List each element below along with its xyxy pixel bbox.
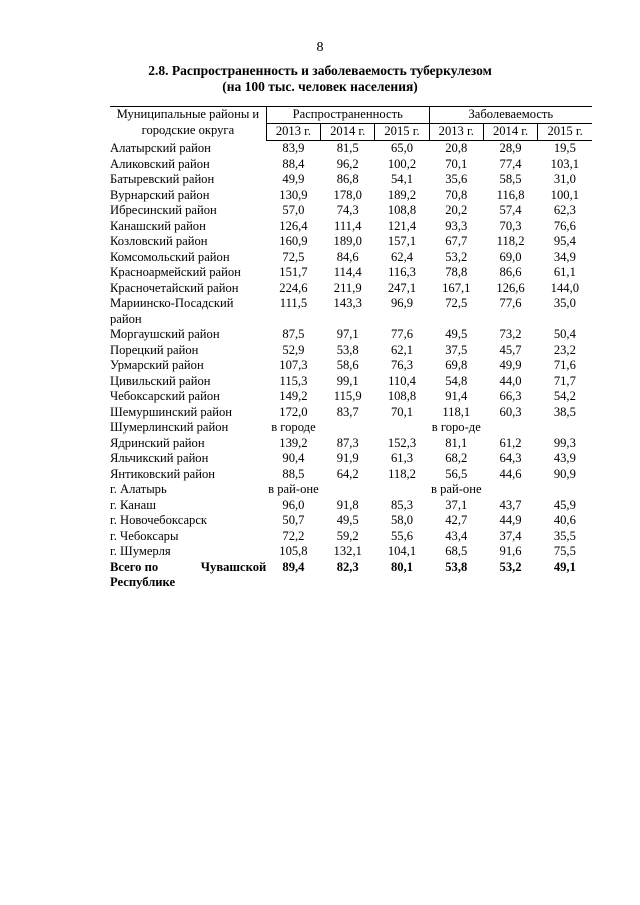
row-value: 90,9 (553, 466, 576, 481)
table-row (110, 234, 592, 250)
row-value: 66,3 (499, 389, 522, 403)
row-name: Ибресинский район (110, 203, 217, 217)
row-value: 62,1 (390, 342, 414, 357)
row-value: 110,4 (388, 373, 416, 388)
header-prevalence: Распространенность (266, 107, 429, 124)
row-value: 53,8 (336, 342, 359, 357)
row-value: 72,5 (445, 296, 468, 310)
row-value: 126,4 (279, 218, 308, 233)
row-value: 81,5 (336, 141, 359, 155)
row-value (538, 420, 592, 436)
row-value: 96,0 (282, 497, 305, 512)
row-value: 96,9 (390, 296, 414, 310)
row-value: 91,4 (445, 389, 468, 403)
table-row (110, 265, 592, 281)
row-value: 111,4 (334, 218, 362, 233)
table-row (110, 436, 592, 452)
table-row (110, 420, 592, 436)
table-row (110, 374, 592, 390)
header-year: 2013 г. (266, 123, 320, 141)
row-value: 77,6 (499, 296, 522, 310)
row-value: 58,6 (336, 358, 359, 372)
row-name: Канашский район (110, 218, 206, 233)
row-value: 70,1 (445, 156, 468, 171)
row-name: Алатырский район (110, 140, 211, 155)
row-value: 83,9 (282, 141, 305, 155)
row-value: 86,6 (499, 265, 522, 279)
row-value: 38,5 (553, 404, 576, 419)
row-value: 115,9 (333, 389, 362, 403)
row-name: Урмарский район (110, 358, 204, 372)
row-value: 99,1 (336, 373, 359, 388)
total-name (110, 560, 266, 591)
header-year: 2015 г. (538, 123, 592, 141)
row-value: 91,9 (336, 451, 359, 465)
row-value: 90,4 (282, 451, 305, 465)
row-value: 19,5 (553, 141, 576, 155)
row-value (375, 482, 429, 498)
row-value (375, 420, 429, 436)
row-name: Батыревский район (110, 172, 215, 186)
row-value: 115,3 (279, 373, 308, 388)
row-value: 43,4 (445, 528, 468, 543)
table-row (110, 405, 592, 421)
row-value: 87,3 (336, 435, 359, 450)
row-value: 103,1 (550, 156, 580, 171)
row-value: 72,2 (282, 528, 305, 543)
header-year: 2015 г. (375, 123, 429, 141)
row-value: 211,9 (333, 280, 362, 295)
row-value: 107,3 (279, 358, 308, 372)
table-row (110, 281, 592, 297)
table-row (110, 513, 592, 529)
row-value: 50,4 (553, 327, 576, 341)
row-value: 62,4 (390, 249, 414, 264)
row-value: 44,0 (499, 373, 522, 388)
row-value: 152,3 (387, 435, 417, 450)
row-value: 224,6 (279, 280, 308, 295)
row-name: г. Чебоксары (110, 528, 179, 543)
row-value: 97,1 (336, 327, 359, 341)
header-year: 2014 г. (321, 123, 375, 141)
table-row (110, 529, 592, 545)
row-value: 83,7 (336, 404, 359, 419)
row-value: 100,2 (387, 156, 417, 171)
row-value: 61,1 (553, 265, 576, 279)
row-value: 116,3 (388, 265, 416, 279)
row-value: 35,0 (553, 296, 576, 310)
row-value: 57,4 (499, 203, 522, 217)
table-row (110, 203, 592, 219)
row-value: 23,2 (553, 342, 576, 357)
page-number: 8 (316, 40, 324, 55)
row-value: 49,5 (336, 513, 359, 527)
row-name: Комсомольский район (110, 249, 230, 264)
row-value: 99,3 (553, 435, 576, 450)
row-value: в горо-де (431, 420, 481, 434)
row-value: 64,2 (336, 466, 359, 481)
row-name: Шумерлинский район (110, 420, 229, 434)
row-value: 149,2 (279, 389, 308, 403)
row-name: Шемуршинский район (110, 404, 233, 419)
header-year: 2013 г. (429, 123, 483, 141)
row-value: 126,6 (496, 280, 525, 295)
row-value: 105,8 (279, 544, 308, 558)
table-row (110, 358, 592, 374)
row-value: 108,8 (387, 203, 417, 217)
row-value: 70,3 (499, 218, 522, 233)
row-name: Цивильский район (110, 373, 211, 388)
row-value: 71,6 (553, 358, 576, 372)
tuberculosis-table (110, 106, 592, 591)
table-row (110, 296, 592, 327)
row-value: 57,0 (282, 203, 305, 217)
table-row (110, 172, 592, 188)
row-value: в городе (271, 420, 316, 434)
row-name: г. Канаш (110, 497, 156, 512)
row-value: 76,6 (553, 218, 576, 233)
row-value: 49,9 (282, 172, 305, 186)
row-value: 54,2 (553, 389, 576, 403)
row-value: 91,6 (499, 544, 522, 558)
row-value: 70,8 (445, 187, 468, 202)
row-value (483, 482, 537, 498)
row-value: 53,2 (445, 249, 468, 264)
row-value: 61,3 (390, 451, 414, 465)
total-value: 82,3 (336, 559, 359, 574)
row-value: 151,7 (279, 265, 308, 279)
row-value: 35,6 (445, 172, 468, 186)
row-value: 62,3 (553, 203, 576, 217)
row-value: 157,1 (387, 234, 417, 248)
table-row (110, 343, 592, 359)
row-value: 189,0 (333, 234, 362, 248)
row-name: Яльчикский район (110, 451, 209, 465)
row-value (321, 420, 375, 436)
row-value: 69,0 (499, 249, 522, 264)
table-row (110, 250, 592, 266)
row-value: 68,5 (445, 544, 468, 558)
row-name: г. Новочебоксарск (110, 513, 208, 527)
row-name: Ядринский район (110, 435, 205, 450)
row-value: 71,7 (553, 373, 576, 388)
row-value: 59,2 (336, 528, 359, 543)
row-name: Красноармейский район (110, 265, 241, 279)
total-value: 53,2 (499, 559, 522, 574)
row-value: 37,4 (499, 528, 522, 543)
row-value: 84,6 (336, 249, 359, 264)
row-value: 50,7 (282, 513, 305, 527)
table-row (110, 219, 592, 235)
row-value: 44,6 (499, 466, 522, 481)
row-value: 143,3 (333, 296, 362, 310)
table-row (110, 327, 592, 343)
row-name: Красночетайский район (110, 280, 239, 295)
total-value: 89,4 (282, 559, 305, 574)
row-value: 167,1 (442, 280, 471, 295)
row-value: 20,8 (445, 141, 468, 155)
row-value: 54,8 (445, 373, 468, 388)
row-value: 68,2 (445, 451, 468, 465)
row-value: в рай-оне (431, 482, 482, 496)
row-value: в рай-оне (268, 482, 319, 496)
row-value: 73,2 (499, 327, 522, 341)
total-value: 49,1 (553, 559, 576, 574)
row-value: 81,1 (445, 435, 468, 450)
total-name-part-3: Республике (110, 575, 176, 589)
row-value: 139,2 (279, 435, 308, 450)
row-value: 67,7 (445, 234, 468, 248)
row-value: 69,8 (445, 358, 468, 372)
row-value: 172,0 (279, 404, 308, 419)
row-value (321, 482, 375, 498)
table-row (110, 467, 592, 483)
row-value (483, 420, 537, 436)
row-value: 61,2 (499, 435, 522, 450)
row-name: Моргаушский район (110, 327, 220, 341)
row-value: 60,3 (499, 404, 522, 419)
row-value: 40,6 (553, 513, 576, 527)
row-value (538, 482, 592, 498)
row-value: 31,0 (553, 172, 576, 186)
row-value: 42,7 (445, 513, 468, 527)
row-value: 93,3 (445, 218, 468, 233)
row-name: Козловский район (110, 234, 208, 248)
row-value: 76,3 (390, 358, 414, 372)
row-value: 43,9 (553, 451, 576, 465)
title-line-1: 2.8. Распространенность и заболеваемость туберкулезом (148, 63, 492, 78)
row-value: 178,0 (333, 187, 362, 202)
row-value: 72,5 (282, 249, 305, 264)
row-value: 104,1 (387, 544, 417, 558)
row-name: Вурнарский район (110, 187, 210, 202)
row-value: 34,9 (553, 249, 576, 264)
row-name: Порецкий район (110, 342, 199, 357)
row-value: 44,9 (499, 513, 522, 527)
row-value: 160,9 (279, 234, 308, 248)
header-municipality: Муниципальные районы и городские округа (110, 107, 266, 141)
row-value: 118,2 (496, 234, 525, 248)
row-value: 20,2 (445, 203, 468, 217)
row-name: Мариинско-Посадский район (110, 296, 234, 326)
row-value: 55,6 (390, 528, 414, 543)
row-value: 86,8 (336, 172, 359, 186)
header-incidence: Заболеваемость (429, 107, 592, 124)
row-value: 56,5 (445, 466, 468, 481)
row-value: 247,1 (387, 280, 417, 295)
total-value: 53,8 (445, 559, 468, 574)
row-value: 132,1 (333, 544, 362, 558)
row-value: 189,2 (387, 187, 417, 202)
table-row (110, 544, 592, 560)
row-value: 77,4 (499, 156, 522, 171)
header-year: 2014 г. (483, 123, 537, 141)
row-value: 43,7 (499, 497, 522, 512)
table-row (110, 451, 592, 467)
row-value: 49,5 (445, 327, 468, 341)
row-value: 35,5 (553, 528, 576, 543)
row-value: 45,7 (499, 342, 522, 357)
row-name: Янтиковский район (110, 466, 216, 481)
row-value: 74,3 (336, 203, 359, 217)
row-name: г. Шумерля (110, 544, 171, 558)
row-value: 121,4 (387, 218, 417, 233)
table-row (110, 141, 592, 157)
row-value: 108,8 (387, 389, 417, 403)
row-value: 78,8 (445, 265, 468, 279)
row-value: 77,6 (390, 327, 414, 341)
row-value: 118,2 (388, 466, 416, 481)
row-value: 45,9 (553, 497, 576, 512)
row-value: 49,9 (499, 358, 522, 372)
row-value: 88,4 (282, 156, 305, 171)
row-value: 111,5 (279, 296, 308, 310)
row-name: Аликовский район (110, 156, 210, 171)
row-value: 95,4 (553, 234, 576, 248)
row-value: 87,5 (282, 327, 305, 341)
row-value: 75,5 (553, 544, 576, 558)
row-value: 54,1 (390, 172, 414, 186)
row-value: 118,1 (442, 404, 471, 419)
row-value: 91,8 (336, 497, 359, 512)
row-value: 144,0 (550, 280, 580, 295)
total-value: 80,1 (390, 559, 414, 574)
total-name-part-2: Чувашской (200, 559, 267, 574)
row-value: 114,4 (333, 265, 362, 279)
table-title (0, 63, 640, 95)
row-value: 130,9 (279, 187, 308, 202)
table-row (110, 498, 592, 514)
row-value: 70,1 (390, 404, 414, 419)
row-value: 96,2 (336, 156, 359, 171)
row-value: 37,1 (445, 497, 468, 512)
table-row (110, 188, 592, 204)
table-row (110, 157, 592, 173)
row-name: Чебоксарский район (110, 389, 220, 403)
row-value: 85,3 (390, 497, 414, 512)
row-value: 100,1 (550, 187, 580, 202)
row-value: 116,8 (496, 187, 525, 202)
total-name-part-1: Всего по (110, 559, 159, 574)
table-row (110, 482, 592, 498)
table-row (110, 389, 592, 405)
row-value: 64,3 (499, 451, 522, 465)
row-value: 52,9 (282, 342, 305, 357)
row-value: 58,0 (390, 513, 414, 527)
row-value: 28,9 (499, 141, 522, 155)
row-value: 88,5 (282, 466, 305, 481)
row-name: г. Алатырь (110, 482, 167, 496)
row-value: 37,5 (445, 342, 468, 357)
row-value: 65,0 (390, 141, 414, 155)
title-line-2: (на 100 тыс. человек населения) (222, 79, 418, 94)
total-row (110, 560, 592, 591)
row-value: 58,5 (499, 172, 522, 186)
